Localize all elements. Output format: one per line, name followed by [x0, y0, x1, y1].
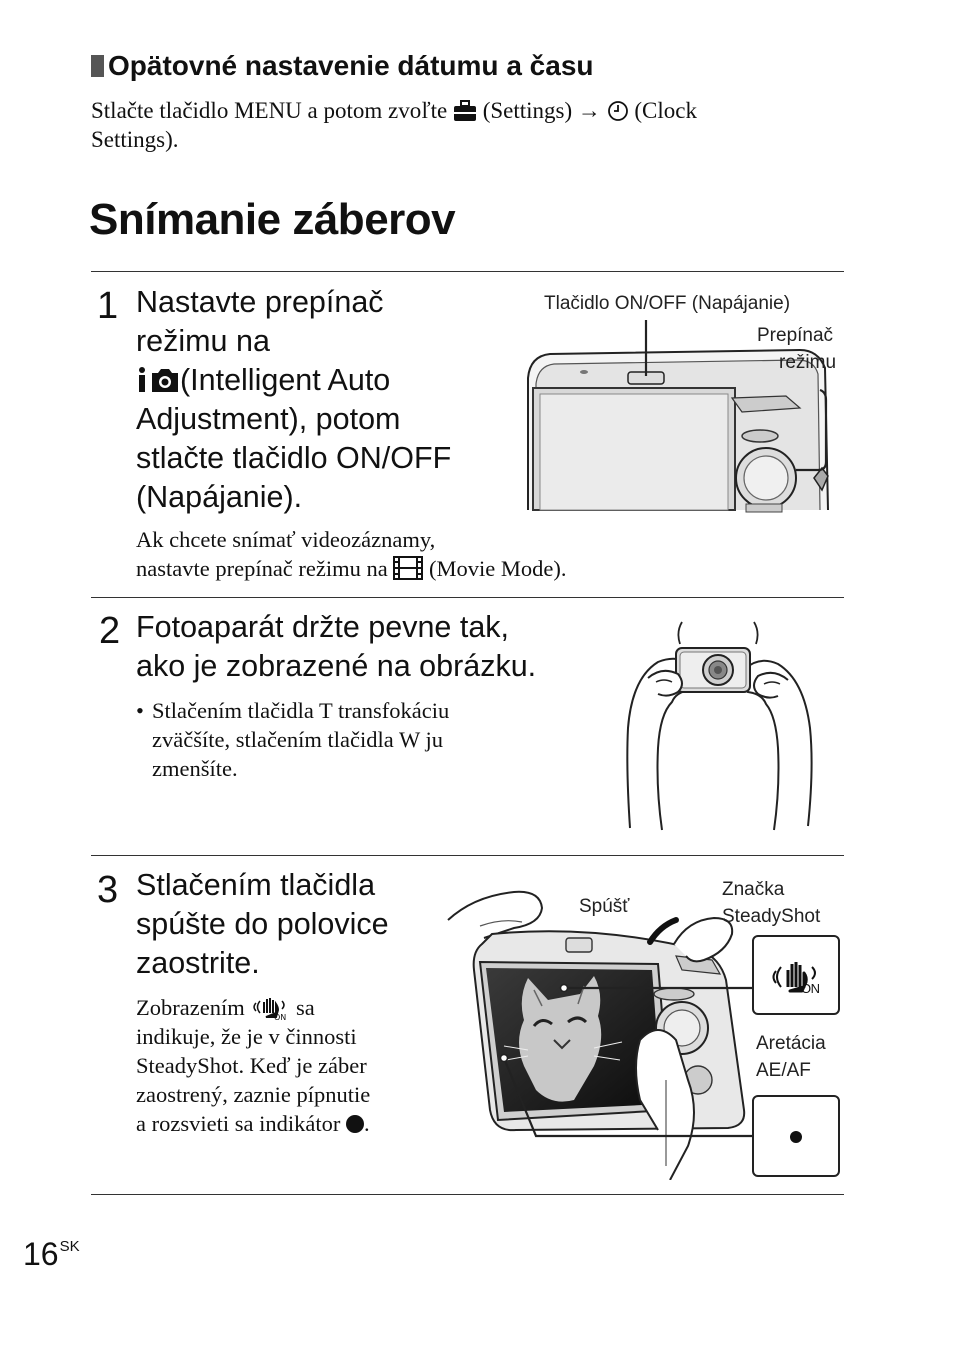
title-line	[136, 361, 516, 400]
hands-holding-camera-illustration	[618, 618, 818, 834]
label-steadyshot-2: SteadyShot	[722, 906, 821, 927]
title-line: Stlačením tlačidla	[136, 868, 376, 902]
steadyshot-icon	[250, 995, 290, 1021]
bullet-item	[136, 696, 536, 783]
body-text: Zobrazením	[136, 995, 245, 1020]
step-1-title	[136, 283, 516, 517]
section-heading-text: Opätovné nastavenie dátumu a času	[108, 50, 594, 81]
intro-settings-2: Settings).	[91, 127, 179, 152]
intelligent-auto-icon	[136, 364, 180, 394]
body-line	[136, 993, 426, 1022]
note-line	[136, 554, 696, 583]
title-line: Adjustment), potom	[136, 402, 401, 436]
title-line: ako je zobrazené na obrázku.	[136, 649, 537, 683]
title-line: režimu na	[136, 324, 270, 358]
section-heading	[91, 50, 594, 82]
note-text: nastavte prepínač režimu na	[136, 556, 388, 581]
title-line: zaostrite.	[136, 946, 260, 980]
bullet-line: zväčšíte, stlačením tlačidla W ju	[152, 727, 443, 752]
note-text: (Movie Mode).	[429, 556, 567, 581]
label-aeaf-2: AE/AF	[756, 1060, 811, 1081]
body-text: sa	[295, 995, 315, 1020]
divider	[91, 597, 844, 598]
step-3-title	[136, 866, 436, 983]
arrow-right-icon: →	[577, 98, 601, 123]
intro-text: Stlačte tlačidlo MENU a potom zvoľte	[91, 98, 448, 123]
steadyshot-on-text: ON	[801, 981, 820, 996]
section-intro	[91, 96, 811, 154]
divider	[91, 1194, 844, 1195]
bullet-line: zmenšíte.	[152, 756, 238, 781]
body-text: a rozsvieti sa indikátor	[136, 1111, 341, 1136]
title-line: spúšte do polovice	[136, 907, 389, 941]
title-text: (Intelligent Auto	[180, 363, 391, 397]
body-line: zaostrený, zaznie pípnutie	[136, 1082, 371, 1107]
body-line: indikuje, že je v činnosti	[136, 1024, 357, 1049]
step-number: 2	[99, 610, 121, 652]
body-line	[136, 1109, 426, 1138]
steadyshot-callout	[752, 935, 840, 1015]
title-line: (Napájanie).	[136, 480, 303, 514]
step-number: 1	[97, 285, 119, 327]
focus-indicator-dot-icon	[790, 1131, 802, 1143]
clock-icon	[607, 100, 629, 122]
divider	[91, 271, 844, 272]
toolbox-icon	[453, 100, 477, 122]
divider	[91, 855, 844, 856]
title-line: Nastavte prepínač	[136, 285, 384, 319]
step-2-bullet	[136, 696, 536, 783]
page-number	[23, 1236, 80, 1273]
step-1-note	[136, 525, 696, 583]
bullet-marker: •	[136, 698, 144, 723]
page-number-value: 16	[23, 1236, 59, 1272]
label-power-button: Tlačidlo ON/OFF (Napájanie)	[544, 293, 791, 314]
step-3-body	[136, 993, 426, 1138]
focus-indicator-icon	[346, 1115, 364, 1133]
aeaf-callout	[752, 1095, 840, 1177]
heading-marker	[91, 55, 104, 77]
label-mode-dial-1: Prepínač	[757, 325, 834, 346]
note-line: Ak chcete snímať videozáznamy,	[136, 527, 436, 552]
body-line: SteadyShot. Keď je záber	[136, 1053, 367, 1078]
movie-mode-icon	[393, 556, 423, 580]
intro-settings: (Settings)	[482, 98, 573, 123]
intro-clock: (Clock	[634, 98, 697, 123]
svg-text:ON: ON	[274, 1013, 287, 1021]
body-text: .	[363, 1111, 370, 1136]
label-aeaf-1: Aretácia	[756, 1033, 826, 1054]
label-shutter: Spúšť	[579, 896, 630, 917]
label-mode-dial-2: režimu	[779, 352, 837, 373]
title-line: stlačte tlačidlo ON/OFF	[136, 441, 452, 475]
label-steadyshot-1: Značka	[722, 879, 785, 900]
step-2-title	[136, 608, 606, 686]
page-title: Snímanie záberov	[89, 195, 456, 244]
step-number: 3	[97, 869, 119, 911]
bullet-line: Stlačením tlačidla T transfokáciu	[152, 698, 450, 723]
page-lang: SK	[59, 1238, 80, 1255]
title-line: Fotoaparát držte pevne tak,	[136, 610, 509, 644]
